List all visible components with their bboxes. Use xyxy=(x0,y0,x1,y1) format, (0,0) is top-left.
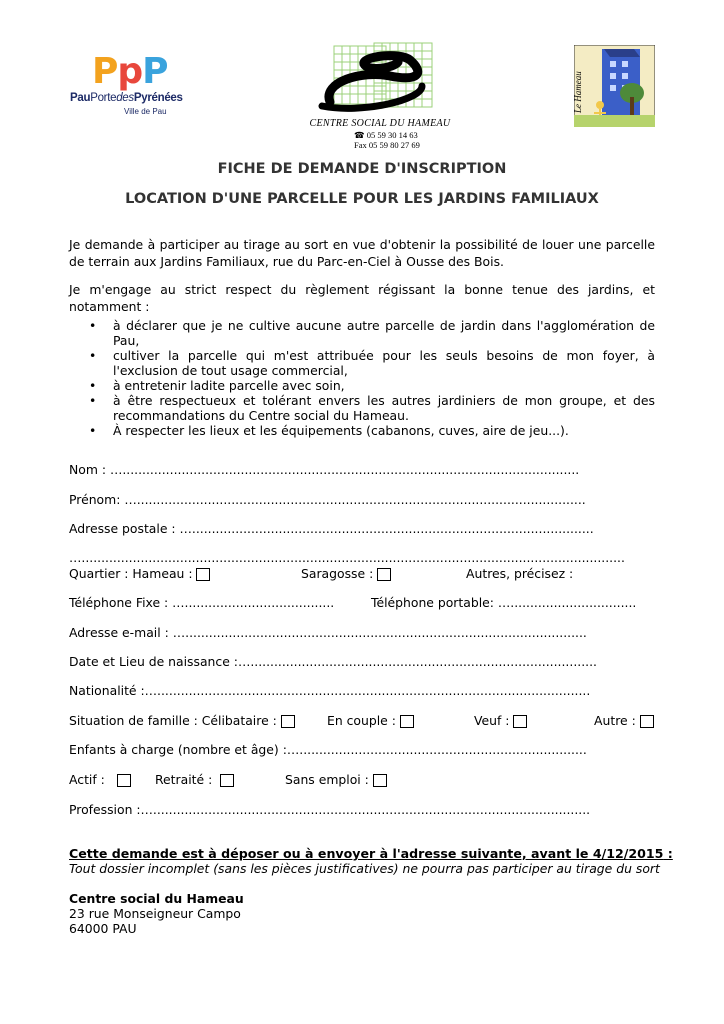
list-item-text: cultiver la parcelle qui m'est attribuée pour les seuls besoins de mon foyer, à l'exclusion de tout usage commercial, xyxy=(113,348,655,378)
ppp-letter-1: P xyxy=(92,51,118,92)
saragosse-label: Saragosse : xyxy=(301,566,374,581)
hameau-vertical-text: Le Hameau xyxy=(573,71,583,113)
bullet-icon: • xyxy=(89,348,97,363)
veuf-checkbox[interactable] xyxy=(513,715,527,728)
prenom-field[interactable]: Prénom: ….................................................................................................................. xyxy=(69,492,586,507)
ppp-letter-3: P xyxy=(142,51,168,92)
ppp-word-des: des xyxy=(116,92,134,104)
ppp-letter-2: p xyxy=(117,51,143,92)
couple-checkbox[interactable] xyxy=(400,715,414,728)
ppp-city: Ville de Pau xyxy=(124,107,167,116)
ppp-word-porte: Porte xyxy=(90,92,117,104)
actif-checkbox[interactable] xyxy=(117,774,131,787)
list-item-text: à déclarer que je ne cultive aucune autre parcelle de jardin dans l'agglomération de Pau, xyxy=(113,318,655,348)
couple-label: En couple : xyxy=(327,713,396,728)
couple-group xyxy=(327,713,414,729)
autre-group xyxy=(594,713,654,729)
notice-subtitle: Tout dossier incomplet (sans les pièces justificatives) ne pourra pas participer au tirage du sort xyxy=(69,861,660,876)
retraite-group xyxy=(155,772,234,788)
tel-fixe-field[interactable]: Téléphone Fixe : …...................................... xyxy=(69,595,335,610)
autre-label: Autre : xyxy=(594,713,636,728)
sans-emploi-checkbox[interactable] xyxy=(373,774,387,787)
tel-portable-field[interactable]: Téléphone portable: …................................ xyxy=(371,595,637,610)
centre-phone: ☎ 05 59 30 14 63 xyxy=(354,130,418,140)
sans-emploi-group xyxy=(285,772,387,788)
address-street: 23 rue Monseigneur Campo xyxy=(69,906,241,921)
actif-group xyxy=(69,772,131,788)
nom-field[interactable]: Nom : ….................................................................................................................... xyxy=(69,462,580,477)
retraite-checkbox[interactable] xyxy=(220,774,234,787)
hameau-logo xyxy=(574,45,655,127)
list-item xyxy=(69,318,655,348)
situation-row xyxy=(69,713,295,729)
centre-logo-graphic xyxy=(272,42,482,120)
notice-title-text: Cette demande est à déposer ou à envoyer à l'adresse suivante, avant le 4/12/2015 xyxy=(69,846,664,861)
list-item xyxy=(69,423,655,438)
hameau-checkbox[interactable] xyxy=(196,568,210,581)
quartier-row xyxy=(69,566,210,582)
profession-field[interactable]: Profession :…............................................................................................................... xyxy=(69,802,591,817)
list-item-text: à entretenir ladite parcelle avec soin, xyxy=(113,378,345,393)
bullet-icon: • xyxy=(89,318,97,333)
list-item xyxy=(69,378,655,393)
autres-label: Autres, précisez : xyxy=(466,566,574,581)
page-subtitle: LOCATION D'UNE PARCELLE POUR LES JARDINS FAMILIAUX xyxy=(125,191,599,207)
centre-phone-fax xyxy=(354,130,420,150)
engagement-paragraph: Je m'engage au strict respect du règlement régissant la bonne tenue des jardins, et notamment : xyxy=(69,282,655,314)
ppp-letters xyxy=(92,52,168,92)
centre-fax: Fax 05 59 80 27 69 xyxy=(354,140,420,150)
centre-name: CENTRE SOCIAL DU HAMEAU xyxy=(309,118,451,129)
ppp-logo xyxy=(66,52,236,120)
actif-label: Actif : xyxy=(69,772,105,787)
saragosse-group xyxy=(301,566,391,582)
address-name: Centre social du Hameau xyxy=(69,891,244,906)
notice-title xyxy=(69,846,673,861)
quartier-label: Quartier : Hameau : xyxy=(69,566,193,581)
saragosse-checkbox[interactable] xyxy=(377,568,391,581)
list-item xyxy=(69,393,655,423)
engagement-list xyxy=(69,318,655,438)
list-item-text: À respecter les lieux et les équipements (cabanons, cuves, aire de jeu...). xyxy=(113,423,569,438)
ppp-wordmark xyxy=(70,92,183,104)
list-item-text: à être respectueux et tolérant envers les autres jardiniers de mon groupe, et des recommandations du Centre social du Hameau. xyxy=(113,393,655,423)
notice-title-suffix: : xyxy=(663,846,673,861)
address-city: 64000 PAU xyxy=(69,921,137,936)
situation-label: Situation de famille : Célibataire : xyxy=(69,713,277,728)
nationalite-field[interactable]: Nationalité :….............................................................................................................. xyxy=(69,683,591,698)
email-field[interactable]: Adresse e-mail : …...................................................................................................... xyxy=(69,625,587,640)
bullet-icon: • xyxy=(89,423,97,438)
retraite-label: Retraité : xyxy=(155,772,213,787)
centre-social-logo xyxy=(272,42,482,150)
bullet-icon: • xyxy=(89,393,97,408)
list-item xyxy=(69,348,655,378)
veuf-group xyxy=(474,713,527,729)
enfants-field[interactable]: Enfants à charge (nombre et âge) :…......................................................................... xyxy=(69,742,587,757)
intro-paragraph: Je demande à participer au tirage au sort en vue d'obtenir la possibilité de louer une parcelle de terrain aux Jardins Familiaux, rue du Parc-en-Ciel à Ousse des Bois. xyxy=(69,237,655,269)
sans-emploi-label: Sans emploi : xyxy=(285,772,369,787)
hameau-logo-graphic xyxy=(574,45,655,127)
page-title: FICHE DE DEMANDE D'INSCRIPTION xyxy=(217,161,507,177)
adresse-line2-field[interactable]: ….......................................................................................................................................... xyxy=(69,550,625,565)
veuf-label: Veuf : xyxy=(474,713,510,728)
celibataire-checkbox[interactable] xyxy=(281,715,295,728)
ppp-word-pau: Pau xyxy=(70,92,91,104)
autre-checkbox[interactable] xyxy=(640,715,654,728)
naissance-field[interactable]: Date et Lieu de naissance :…........................................................................................ xyxy=(69,654,597,669)
ppp-word-pyrenees: Pyrénées xyxy=(133,92,183,104)
address-block xyxy=(69,891,244,936)
bullet-icon: • xyxy=(89,378,97,393)
adresse-field[interactable]: Adresse postale : …...................................................................................................... xyxy=(69,521,594,536)
